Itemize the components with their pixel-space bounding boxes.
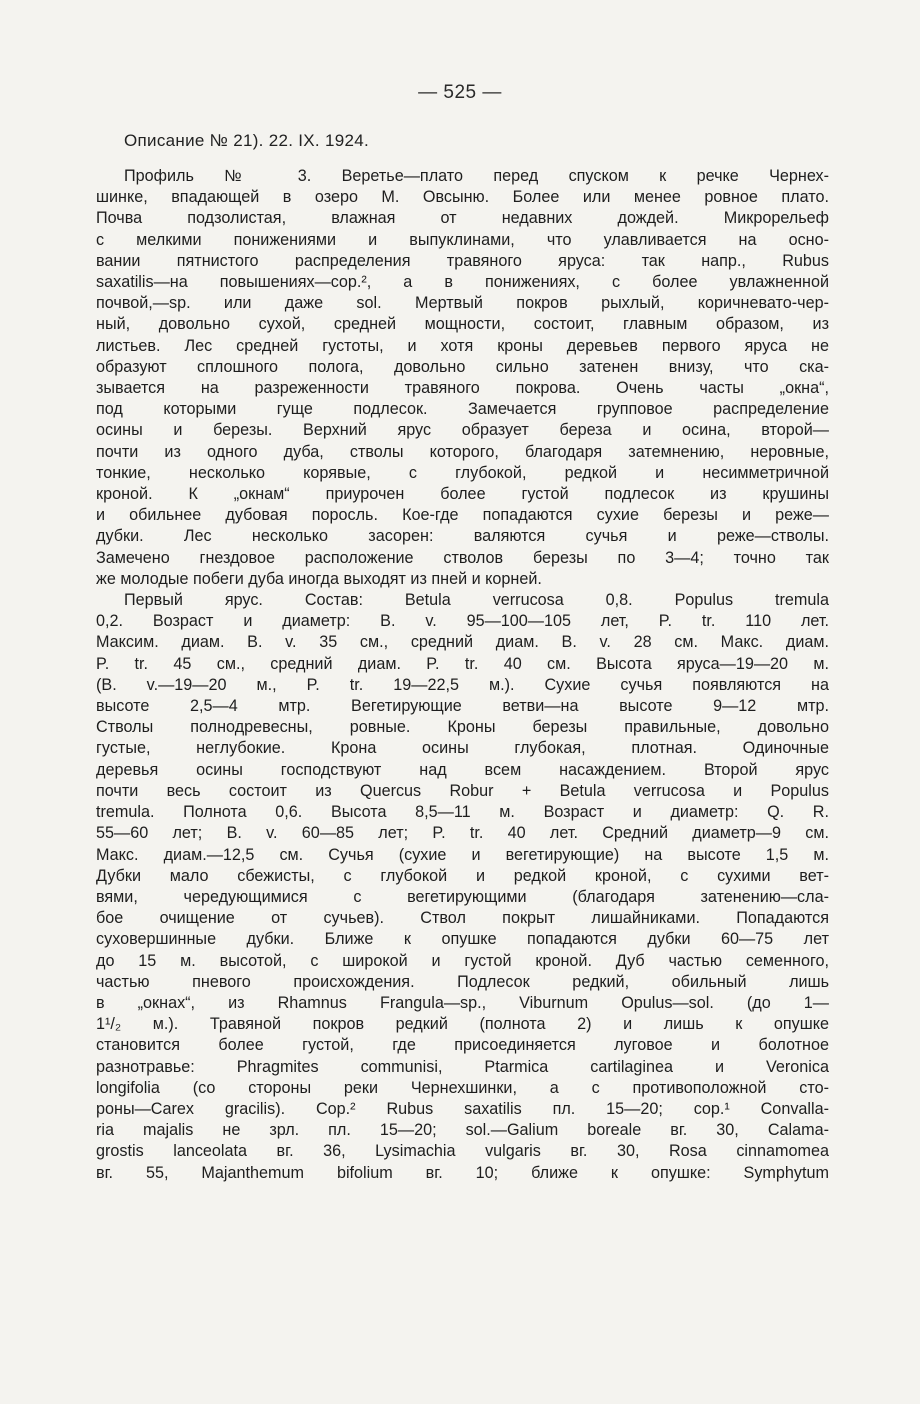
text-line: ный, довольно сухой, средней мощности, состоит, главным образом, из (96, 315, 829, 334)
text-line: 0,2. Возраст и диаметр: B. v. 95—100—105 лет, P. tr. 110 лет. (96, 612, 829, 631)
body-text (96, 166, 829, 1184)
text-line: образуют сплошного полога, довольно сильно затенен внизу, что ска- (96, 357, 829, 376)
description-header: Описание № 21). 22. IX. 1924. (124, 131, 370, 150)
text-line: почвой,—sp. или даже sol. Мертвый покров рыхлый, коричневато-чер- (96, 294, 829, 313)
text-line: бое очищение от сучьев). Ствол покрыт лишайниками. Попадаются (96, 909, 829, 928)
text-line: густые, неглубокие. Крона осины глубокая, плотная. Одиночные (96, 739, 829, 758)
text-line: листьев. Лес средней густоты, и хотя кроны деревьев первого яруса не (96, 336, 829, 355)
text-line: с мелкими понижениями и выпуклинами, что улавливается на осно- (96, 230, 829, 249)
text-line: tremula. Полнота 0,6. Высота 8,5—11 м. Возраст и диаметр: Q. R. (96, 803, 829, 822)
text-line: 55—60 лет; B. v. 60—85 лет; P. tr. 40 лет. Средний диаметр—9 см. (96, 824, 829, 843)
text-line: Максим. диам. B. v. 35 см., средний диам. B. v. 28 см. Макс. диам. (96, 633, 829, 652)
text-line: saxatilis—на повышениях—cop.², а в понижениях, с более увлажненной (96, 273, 829, 292)
text-line: же молодые побеги дуба иногда выходят из пней и корней. (96, 569, 542, 588)
text-line: разнотравье: Phragmites communisi, Ptarmica cartilaginea и Veronica (96, 1057, 829, 1076)
text-line: под которыми гуще подлесок. Замечается групповое распределение (96, 400, 829, 419)
text-line: Дубки мало сбежисты, с глубокой и редкой кроной, с сухими вет- (96, 866, 829, 885)
text-line: вании пятнистого распределения травяного яруса: так напр., Rubus (96, 251, 829, 270)
text-line: зывается на разреженности травяного покрова. Очень часты „окна“, (96, 379, 829, 398)
text-line: Стволы полнодревесны, ровные. Кроны березы правильные, довольно (96, 718, 829, 737)
text-line: роны—Carex gracilis). Cop.² Rubus saxatilis пл. 15—20; cop.¹ Convalla- (96, 1099, 829, 1118)
text-line: частью пневого происхождения. Подлесок редкий, обильный лишь (96, 972, 829, 991)
text-line: почти из одного дуба, стволы которого, благодаря затемнению, неровные, (96, 442, 829, 461)
text-line: становится более густой, где присоединяется луговое и болотное (96, 1036, 829, 1055)
text-line: почти весь состоит из Quercus Robur + Betula verrucosa и Populus (96, 781, 829, 800)
text-line: P. tr. 45 см., средний диам. P. tr. 40 см. Высота яруса—19—20 м. (96, 654, 829, 673)
text-line: в „окнах“, из Rhamnus Frangula—sp., Viburnum Opulus—sol. (до 1— (96, 993, 829, 1012)
text-line: шинке, впадающей в озеро М. Овсыню. Более или менее ровное плато. (96, 188, 829, 207)
page-number: — 525 — (418, 82, 502, 103)
text-line: и обильнее дубовая поросль. Кое-где попадаются сухие березы и реже— (96, 506, 829, 525)
text-line: тонкие, несколько корявые, с глубокой, редкой и несимметричной (96, 463, 829, 482)
text-line: высоте 2,5—4 мтр. Вегетирующие ветви—на высоте 9—12 мтр. (96, 697, 829, 716)
text-line: вями, чередующимися с вегетирующими (благодаря затенению—сла- (96, 887, 829, 906)
text-line: вг. 55, Majanthemum bifolium вг. 10; ближе к опушке: Symphytum (96, 1163, 829, 1182)
text-line: дубки. Лес несколько засорен: валяются сучья и реже—стволы. (96, 527, 829, 546)
text-line: Почва подзолистая, влажная от недавних дождей. Микрорельеф (96, 209, 829, 228)
text-line: Макс. диам.—12,5 см. Сучья (сухие и вегетирующие) на высоте 1,5 м. (96, 845, 829, 864)
text-line: (B. v.—19—20 м., P. tr. 19—22,5 м.). Сухие сучья появляются на (96, 675, 829, 694)
text-line: до 15 м. высотой, с широкой и густой кроной. Дуб частью семенного, (96, 951, 829, 970)
text-line: longifolia (со стороны реки Чернехшинки, а с противоположной сто- (96, 1078, 829, 1097)
text-line: Замечено гнездовое расположение стволов березы по 3—4; точно так (96, 548, 829, 567)
text-line: Профиль № 3. Веретье—плато перед спуском к речке Чернех- (124, 167, 829, 185)
text-line: осины и березы. Верхний ярус образует береза и осина, второй— (96, 421, 829, 440)
text-line: grostis lanceolata вг. 36, Lysimachia vulgaris вг. 30, Rosa cinnamomea (96, 1142, 829, 1161)
text-line: кроной. К „окнам“ приурочен более густой подлесок из крушины (96, 485, 829, 504)
text-line: Первый ярус. Состав: Betula verrucosa 0,8. Populus tremula (124, 591, 829, 610)
text-line: ria majalis не зрл. пл. 15—20; sol.—Galium boreale вг. 30, Calama- (96, 1121, 829, 1140)
text-line: деревья осины господствуют над всем насаждением. Второй ярус (96, 760, 829, 779)
text-line: 1¹/₂ м.). Травяной покров редкий (полнота 2) и лишь к опушке (96, 1015, 829, 1034)
text-line: суховершинные дубки. Ближе к опушке попадаются дубки 60—75 лет (96, 930, 829, 949)
